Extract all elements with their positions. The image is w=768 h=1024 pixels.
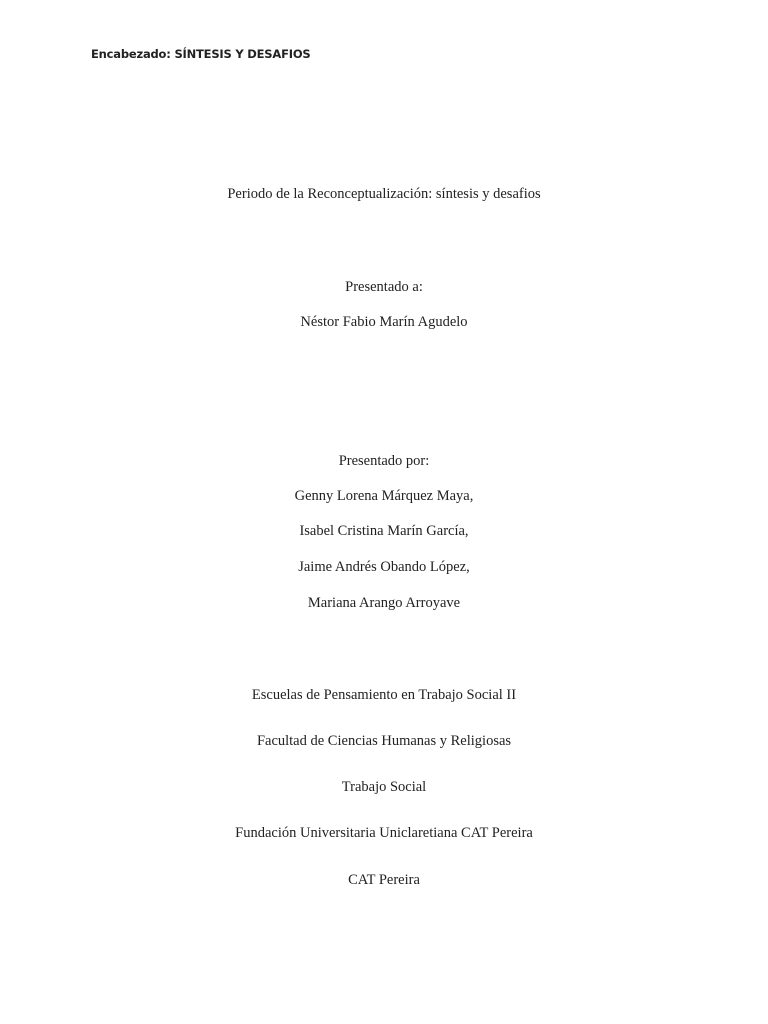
course-name: Escuelas de Pensamiento en Trabajo Social II [251,687,517,703]
author-name: Jaime Andrés Obando López, [298,559,470,575]
author-name: Mariana Arango Arroyave [307,595,461,611]
presented-by-label: Presentado por: [338,453,430,469]
author-name: Isabel Cristina Marín García, [299,523,469,539]
document-title: Periodo de la Reconceptualización: síntesis y desafios [227,186,541,202]
university-name: Fundación Universitaria Uniclaretiana CAT Pereira [235,825,533,841]
author-name: Genny Lorena Márquez Maya, [294,488,474,504]
faculty-name: Facultad de Ciencias Humanas y Religiosas [256,733,512,749]
professor-name: Néstor Fabio Marín Agudelo [300,314,468,330]
program-name: Trabajo Social [341,779,427,795]
campus-name: CAT Pereira [348,872,420,888]
running-header: Encabezado: SÍNTESIS Y DESAFIOS [91,47,311,61]
presented-to-label: Presentado a: [345,279,423,295]
